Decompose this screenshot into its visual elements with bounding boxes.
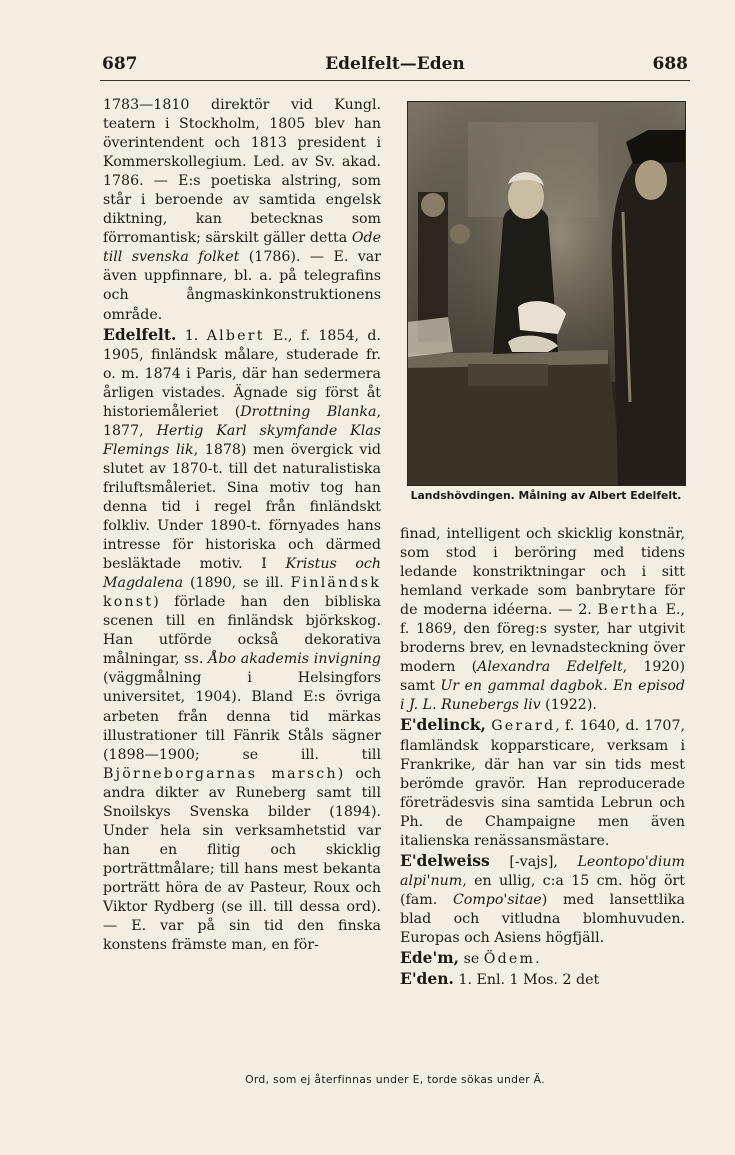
work-title: Ur en gammal dagbok. En episod i J. L. Runebergs liv — [400, 678, 686, 714]
painting-image — [408, 102, 685, 485]
entry-edem: Ede'm, se Ödem. — [400, 948, 542, 968]
work-title: Kristus och Magdalena — [103, 556, 381, 592]
work-title: Åbo akademis invigning — [208, 651, 382, 668]
latin-name: Leontopo'dium alpi'num — [400, 853, 685, 889]
page-number-right: 688 — [652, 54, 688, 74]
page-header — [100, 54, 690, 80]
lemma-edem: Ede'm, — [400, 948, 460, 968]
left-column — [103, 96, 381, 955]
entry-edelinck: E'delinck, Gerard, f. 1640, d. 1707, flamländsk kopparsticare, verksam i Frankrike, där han var sin tids mest berömde gravör. Han reproducerade företrädesvis sina samtida Lebrun och Ph. de Champaigne men även italienska renässansmästare. — [400, 715, 685, 849]
entry-edelfelt: Edelfelt. 1. Albert E., f. 1854, d. 1905, finländsk målare, studerade fr. o. m. 1874 i Paris, där han sedermera årligen vistades. Ägnade sig först åt historiemåleriet (Drottning Blanka, 1877, Hertig Karl skymfande Klas Flemings lik, 1878) men övergick vid slutet av 1870-t. till det naturalistiska friluftsmåleriet. Sina motiv tog han denna tid i regel från finländskt folkliv. Under 1890-t. förnyades hans intresse för historiska och därmed besläktade motiv. I Kristus och Magdalena (1890, se ill. Finländsk konst) förlade han den bibliska scenen till en finländsk björkskog. Han utförde också dekorativa målningar, ss. Åbo akademis invigning (väggmålning i Helsingfors universitet, 1904). Bland E:s övriga arbeten från denna tid märkas illustrationer till Fänrik Ståls sägner (1898—1900; se ill. till Björneborgarnas marsch) och andra dikter av Runeberg samt till Snoilskys Svenska bilder (1894). Under hela sin verksamhetstid var han en flitig och skicklig porträttmålare; till hans mest bekanta porträtt höra de av Pasteur, Roux och Viktor Rydberg (se ill. till dessa ord). — E. var på sin tid den finska konstens främste man, en för- — [103, 324, 382, 954]
cross-reference: Ödem. — [483, 951, 542, 968]
cross-reference: Björneborgarnas marsch — [103, 765, 338, 782]
work-title: Drottning Blanka — [240, 403, 377, 420]
person-name-albert: Albert — [206, 327, 265, 344]
lemma-edelweiss: E'delweiss — [400, 850, 490, 870]
lemma-edelinck: E'delinck, — [400, 715, 486, 735]
lemma-edelfelt: Edelfelt. — [103, 324, 177, 344]
right-column — [400, 525, 685, 990]
work-title: Ode till svenska folket — [103, 230, 381, 266]
page-footer-note: Ord, som ej återfinnas under E, torde sökas under Ä. — [245, 1073, 545, 1086]
entry-eden: E'den. 1. Enl. 1 Mos. 2 det — [400, 969, 600, 989]
work-title: Hertig Karl skymfande Klas Flemings lik — [103, 422, 381, 458]
painting-illustration — [407, 101, 686, 486]
entry-edelfelt-continuation: finad, intelligent och skicklig konstnär, som stod i beröring med tidens ledande konstriktningar och i sitt hemland verkade som banbrytare för de moderna idéerna. — 2. Bertha E., f. 1869, den föreg:s syster, har utgivit broderns brev, en levnadsteckning över modern (Alexandra Edelfelt, 1920) samt Ur en gammal dagbok. En episod i J. L. Runebergs liv (1922). — [400, 526, 686, 714]
lemma-eden: E'den. — [400, 969, 454, 989]
work-title: Alexandra Edelfelt — [477, 659, 623, 676]
header-rule — [100, 80, 690, 81]
page-number-left: 687 — [102, 54, 138, 74]
person-name-gerard: Gerard — [491, 718, 556, 735]
family-name: Compo'sitae — [452, 891, 542, 908]
running-title: Edelfelt—Eden — [325, 54, 465, 74]
figure-caption: Landshövdingen. Målning av Albert Edelfelt. — [410, 489, 682, 502]
entry-edelcrantz-continuation: 1783—1810 direktör vid Kungl. teatern i Stockholm, 1805 blev han överintendent och 1813 president i Kommerskollegium. Led. av Sv. akad. 1786. — E:s poetiska alstring, som står i beroende av samtida engelsk diktning, kan betecknas som förromantisk; särskilt gäller detta Ode till svenska folket (1786). — E. var även uppfinnare, bl. a. på telegrafins och ångmaskinkonstruktionens område. — [103, 97, 381, 323]
cross-reference: Finländsk konst — [103, 575, 381, 611]
person-name-bertha: Bertha — [597, 602, 660, 619]
entry-edelweiss: E'delweiss [-vajs], Leontopo'dium alpi'num, en ullig, c:a 15 cm. hög ört (fam. Compo'sitae) med lansettlika blad och vitludna blomhuvuden. Europas och Asiens högfjäll. — [400, 850, 685, 946]
